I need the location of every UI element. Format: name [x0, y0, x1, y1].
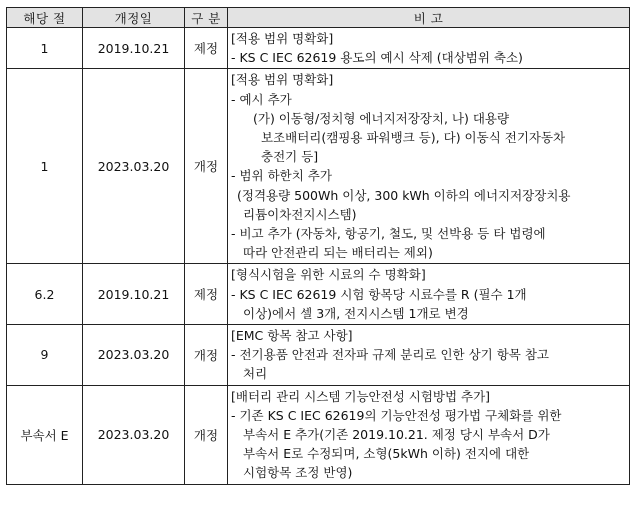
type-cell: 개정 [185, 385, 228, 484]
remarks-cell [228, 28, 630, 69]
remarks-cell [228, 385, 630, 484]
remark-line: 보조배터리(캠핑용 파워뱅크 등), 다) 이동식 전기자동차 [261, 130, 566, 146]
table-row [7, 385, 630, 484]
remark-line: 부속서 E로 수정되며, 소형(5kWh 이하) 전지에 대한 [243, 446, 530, 462]
type-cell: 개정 [185, 69, 228, 264]
table-row [7, 28, 630, 69]
remark-line: [형식시험을 위한 시료의 수 명확화] [231, 267, 426, 283]
remark-line: 시험항목 조정 반영) [243, 465, 353, 481]
remarks-cell [228, 325, 630, 386]
table-row [7, 325, 630, 386]
remark-line: - 예시 추가 [231, 91, 292, 107]
remark-line: [적용 범위 명확화] [231, 31, 334, 46]
section-cell: 9 [7, 325, 83, 386]
header-date: 개정일 [83, 8, 185, 28]
remark-line: - KS C IEC 62619 시험 항목당 시료수를 R (필수 1개 [231, 286, 527, 302]
header-type: 구 분 [185, 8, 228, 28]
section-cell: 1 [7, 28, 83, 69]
remark-line: 리튬이차전지시스템) [243, 206, 357, 222]
revision-history-table [6, 7, 630, 485]
type-cell: 개정 [185, 325, 228, 386]
header-row [7, 8, 630, 28]
remark-line: [배터리 관리 시스템 기능안전성 시험방법 추가] [231, 388, 491, 404]
date-cell: 2023.03.20 [83, 325, 185, 386]
remark-line: - 범위 하한치 추가 [231, 168, 332, 184]
date-cell: 2023.03.20 [83, 385, 185, 484]
remark-line: - 비고 추가 (자동차, 항공기, 철도, 및 선박용 등 타 법령에 [231, 226, 546, 242]
remarks-cell [228, 69, 630, 264]
header-remarks: 비 고 [228, 8, 630, 28]
table-row [7, 69, 630, 264]
date-cell: 2019.10.21 [83, 264, 185, 325]
date-cell: 2023.03.20 [83, 69, 185, 264]
section-cell: 1 [7, 69, 83, 264]
remark-line: 처리 [243, 366, 268, 382]
remark-line: 충전기 등] [261, 149, 319, 165]
type-cell: 제정 [185, 264, 228, 325]
remark-line: - 전기용품 안전과 전자파 규제 분리로 인한 상기 항목 참고 [231, 347, 549, 363]
remark-line: (가) 이동형/정치형 에너지저장장치, 나) 대용량 [253, 110, 510, 126]
table-row [7, 264, 630, 325]
header-section: 해당 절 [7, 8, 83, 28]
remarks-cell [228, 264, 630, 325]
remark-line: - KS C IEC 62619 용도의 예시 삭제 (대상범위 축소) [231, 50, 523, 66]
section-cell: 부속서 E [7, 385, 83, 484]
remark-line: 따라 안전관리 되는 배터리는 제외) [243, 245, 433, 261]
date-cell: 2019.10.21 [83, 28, 185, 69]
remark-line: - 기존 KS C IEC 62619의 기능안전성 평가법 구체화를 위한 [231, 407, 562, 423]
remark-line: [적용 범위 명확화] [231, 72, 334, 88]
section-cell: 6.2 [7, 264, 83, 325]
remark-line: 이상)에서 셀 3개, 전지시스템 1개로 변경 [243, 305, 469, 321]
type-cell: 제정 [185, 28, 228, 69]
remark-line: (정격용량 500Wh 이상, 300 kWh 이하의 에너지저장장치용 [237, 187, 571, 203]
remark-line: 부속서 E 추가(기존 2019.10.21. 제정 당시 부속서 D가 [243, 427, 550, 443]
remark-line: [EMC 항목 참고 사항] [231, 328, 353, 344]
